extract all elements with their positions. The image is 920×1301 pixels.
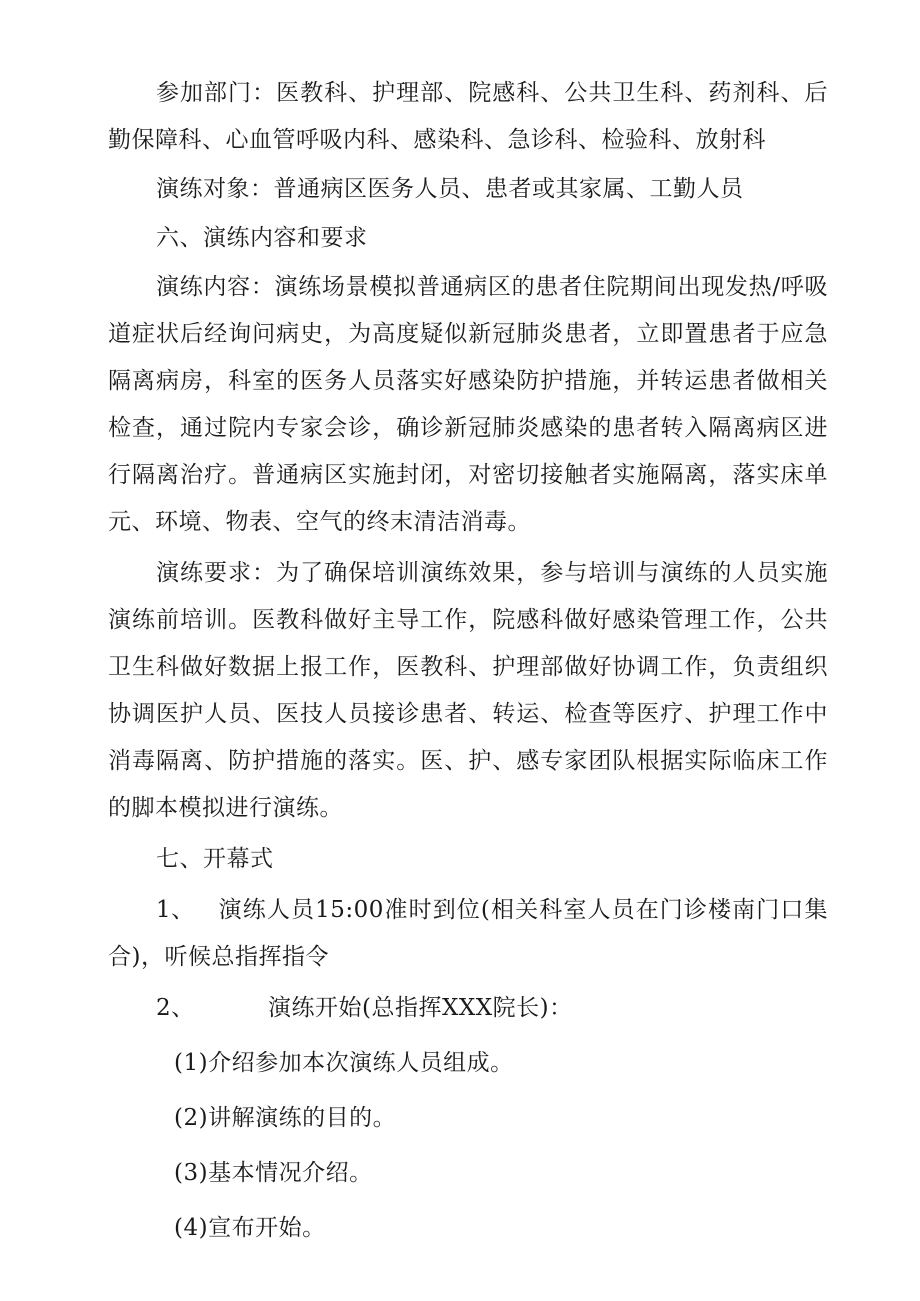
content-paragraph: 演练内容：演练场景模拟普通病区的患者住院期间出现发热/呼吸道症状后经询问病史，为高度疑似新冠肺炎患者，立即置患者于应急隔离病房，科室的医务人员落实好感染防护措施，并转运患者做相关检查，通过院内专家会诊，确诊新冠肺炎感染的患者转入隔离病区进行隔离治疗。普通病区实施封闭，对密切接触者实施隔离，落实床单元、环境、物表、空气的终末清洁消毒。 <box>108 274 828 535</box>
document-page <box>108 70 828 1252</box>
sub-item-3: (3)基本情况介绍。 <box>174 1160 373 1186</box>
section-7-heading: 七、开幕式 <box>156 846 274 872</box>
step-1 <box>108 887 828 981</box>
sub-item-1: (1)介绍参加本次演练人员组成。 <box>174 1050 514 1076</box>
section-6-heading: 六、演练内容和要求 <box>156 225 368 251</box>
targets-paragraph: 演练对象：普通病区医务人员、患者或其家属、工勤人员 <box>156 176 744 202</box>
step-1-number: 1、 <box>156 897 195 923</box>
departments-paragraph: 参加部门：医教科、护理部、院感科、公共卫生科、药剂科、后勤保障科、心血管呼吸内科、感染科、急诊科、检验科、放射科 <box>108 80 828 153</box>
sub-item-2: (2)讲解演练的目的。 <box>174 1105 397 1131</box>
step-2-text: 演练开始(总指挥XXX院长)： <box>268 995 573 1021</box>
step-2-number: 2、 <box>156 995 195 1021</box>
step-1-text: 演练人员15:00准时到位(相关科室人员在门诊楼南门口集合)，听候总指挥指令 <box>108 897 828 970</box>
requirements-paragraph: 演练要求：为了确保培训演练效果，参与培训与演练的人员实施演练前培训。医教科做好主导工作，院感科做好感染管理工作，公共卫生科做好数据上报工作，医教科、护理部做好协调工作，负责组织协调医护人员、医技人员接诊患者、转运、检查等医疗、护理工作中消毒隔离、防护措施的落实。医、护、感专家团队根据实际临床工作的脚本模拟进行演练。 <box>108 560 828 821</box>
step-2 <box>108 985 828 1032</box>
sub-item-4: (4)宣布开始。 <box>174 1215 326 1241</box>
